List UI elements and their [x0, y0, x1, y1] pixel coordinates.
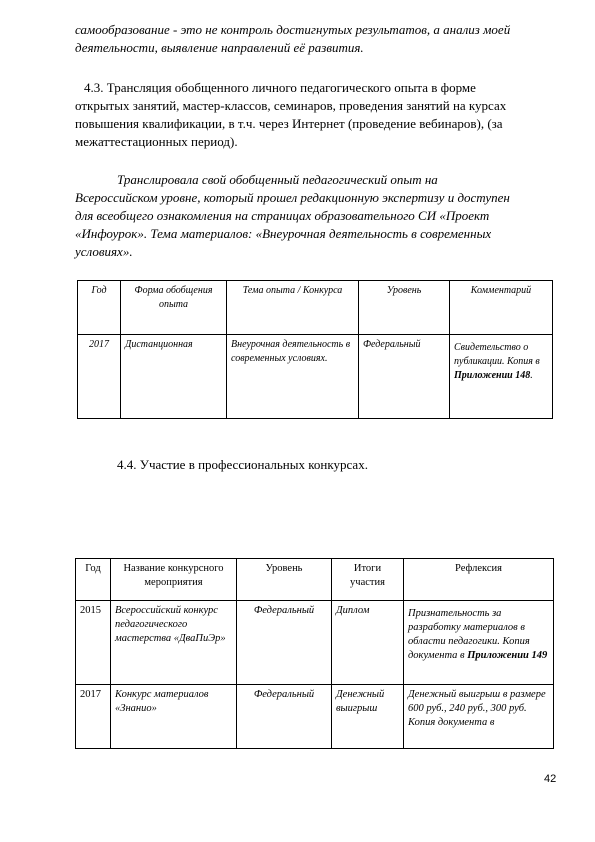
intro-line: деятельности, выявление направлений её развития.: [75, 40, 364, 55]
page-number: 42: [544, 773, 557, 785]
translation-paragraph: [75, 171, 550, 261]
header-result: Итоги участия: [332, 559, 404, 601]
cell-comment: [450, 335, 553, 419]
header-name: Название конкурсного мероприятия: [111, 559, 237, 601]
translation-line: Транслировала свой обобщенный педагогический опыт на: [117, 172, 438, 187]
table-row: [76, 601, 554, 685]
experience-table: [77, 280, 553, 419]
table-header-row: [78, 281, 553, 335]
header-form: Форма обобщения опыта: [121, 281, 227, 335]
header-theme: Тема опыта / Конкурса: [227, 281, 359, 335]
header-comment: Комментарий: [450, 281, 553, 335]
table-header-row: [76, 559, 554, 601]
cell-form: Дистанционная: [121, 335, 227, 419]
intro-paragraph: [75, 21, 545, 57]
cell-level: Федеральный: [359, 335, 450, 419]
section-4-4-heading: 4.4. Участие в профессиональных конкурсах.: [117, 457, 368, 472]
cell-reflection: [404, 685, 554, 749]
header-level: Уровень: [237, 559, 332, 601]
cell-result: Диплом: [332, 601, 404, 685]
cell-year: 2017: [78, 335, 121, 419]
cell-reflection: [404, 601, 554, 685]
comment-text: Свидетельство о публикации. Копия в: [454, 342, 540, 367]
section-4-3-line: открытых занятий, мастер-классов, семинаров, проведения занятий на курсах: [75, 98, 507, 113]
intro-line: самообразование - это не контроль достигнутых результатов, а анализ моей: [75, 22, 511, 37]
translation-line: условиях».: [75, 244, 133, 259]
section-4-3-line: повышения квалификации, в т.ч. через Интернет (проведение вебинаров), (за: [75, 116, 503, 131]
translation-line: «Инфоурок». Тема материалов: «Внеурочная деятельность в современных: [75, 226, 492, 241]
cell-name: Конкурс материалов «Знанио»: [111, 685, 237, 749]
cell-year: 2015: [76, 601, 111, 685]
table-row: [76, 685, 554, 749]
header-reflection: Рефлексия: [404, 559, 554, 601]
cell-level: Федеральный: [237, 685, 332, 749]
appendix-ref: Приложении 148: [454, 370, 531, 381]
contests-table: [75, 558, 554, 749]
section-4-3: [75, 79, 555, 151]
translation-line: для всеобщего ознакомления на страницах образовательного СИ «Проект: [75, 208, 490, 223]
reflection-text: Признательность за разработку материалов в области педагогики. Копия документа в: [408, 608, 530, 661]
cell-theme: Внеурочная деятельность в современных условиях.: [227, 335, 359, 419]
header-year: Год: [78, 281, 121, 335]
section-4-3-line: 4.3. Трансляция обобщенного личного педагогического опыта в форме: [84, 80, 476, 95]
table-row: [78, 335, 553, 419]
section-4-3-line: межаттестационных период).: [75, 134, 238, 149]
appendix-ref: Приложении 149: [467, 650, 548, 661]
reflection-text: Денежный выигрыш в размере 600 руб., 240 руб., 300 руб. Копия документа в: [408, 689, 546, 728]
header-level: Уровень: [359, 281, 450, 335]
header-year: Год: [76, 559, 111, 601]
cell-name: Всероссийский конкурс педагогического мастерства «ДваПиЭр»: [111, 601, 237, 685]
cell-result: Денежный выигрыш: [332, 685, 404, 749]
comment-period: .: [530, 370, 533, 381]
cell-level: Федеральный: [237, 601, 332, 685]
translation-line: Всероссийском уровне, который прошел редакционную экспертизу и доступен: [75, 190, 510, 205]
cell-year: 2017: [76, 685, 111, 749]
